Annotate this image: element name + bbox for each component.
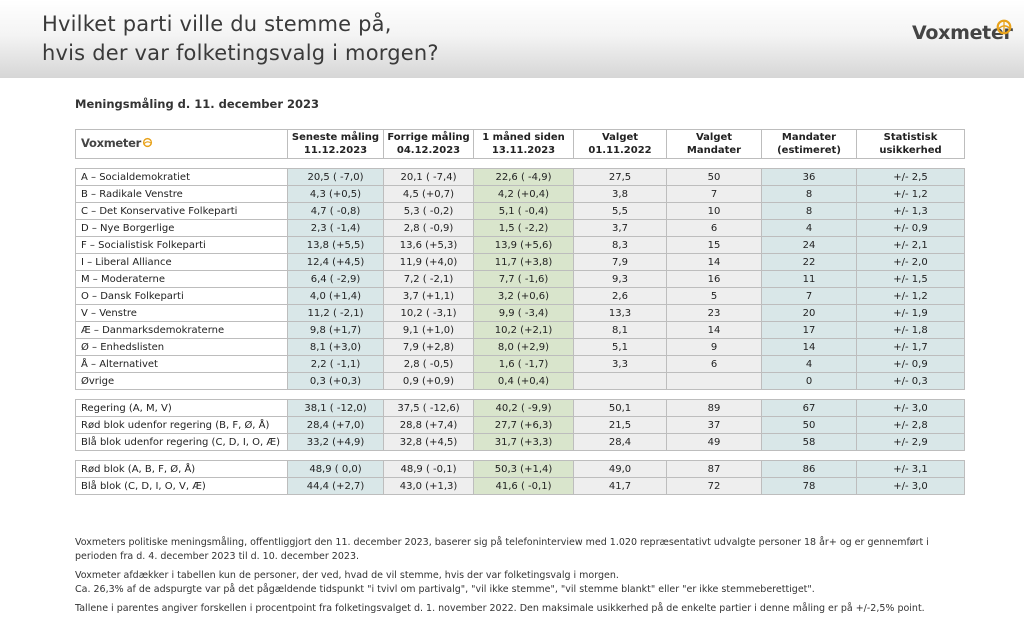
cell-latest: 13,8 (+5,5)	[288, 237, 384, 254]
cell-uncertainty: +/- 2,9	[857, 434, 965, 451]
cell-uncertainty: +/- 2,8	[857, 417, 965, 434]
cell-latest: 9,8 (+1,7)	[288, 322, 384, 339]
cell-election: 28,4	[574, 434, 667, 451]
cell-latest: 6,4 ( -2,9)	[288, 271, 384, 288]
column-header-estimated-seats: Mandater (estimeret)	[762, 130, 857, 159]
column-header-month: 1 måned siden 13.11.2023	[474, 130, 574, 159]
cell-estimated-seats: 78	[762, 478, 857, 495]
cell-month: 4,2 (+0,4)	[474, 186, 574, 203]
cell-uncertainty: +/- 3,0	[857, 478, 965, 495]
cell-election: 3,3	[574, 356, 667, 373]
cell-month: 1,6 ( -1,7)	[474, 356, 574, 373]
cell-previous: 5,3 ( -0,2)	[384, 203, 474, 220]
cell-latest: 11,2 ( -2,1)	[288, 305, 384, 322]
cell-election: 8,1	[574, 322, 667, 339]
cell-previous: 20,1 ( -7,4)	[384, 169, 474, 186]
cell-election: 7,9	[574, 254, 667, 271]
cell-uncertainty: +/- 1,8	[857, 322, 965, 339]
cell-uncertainty: +/- 2,0	[857, 254, 965, 271]
cell-seats: 6	[667, 356, 762, 373]
cell-month: 31,7 (+3,3)	[474, 434, 574, 451]
cell-seats: 14	[667, 254, 762, 271]
cell-latest: 20,5 ( -7,0)	[288, 169, 384, 186]
cell-previous: 9,1 (+1,0)	[384, 322, 474, 339]
header-banner	[0, 0, 1024, 78]
cell-estimated-seats: 20	[762, 305, 857, 322]
column-header-seats: Valget Mandater	[667, 130, 762, 159]
row-label: Rød blok (A, B, F, Ø, Å)	[76, 461, 288, 478]
party-row	[76, 220, 965, 237]
row-label: D – Nye Borgerlige	[76, 220, 288, 237]
cell-month: 3,2 (+0,6)	[474, 288, 574, 305]
cell-election: 2,6	[574, 288, 667, 305]
cell-previous: 2,8 ( -0,5)	[384, 356, 474, 373]
cell-month: 9,9 ( -3,4)	[474, 305, 574, 322]
cell-uncertainty: +/- 0,9	[857, 356, 965, 373]
footnote-coverage-line-2: Ca. 26,3% af de adspurgte var på det pågældende tidspunkt "i tvivl om partivalg", "vil ikke stemme", "vil stemme blankt" eller "er ikke stemmeberettiget".	[75, 584, 815, 595]
bloc-row	[76, 400, 965, 417]
row-label: Ø – Enhedslisten	[76, 339, 288, 356]
row-label: Æ – Danmarksdemokraterne	[76, 322, 288, 339]
table-logo-text: Voxmeter	[81, 136, 141, 150]
cell-uncertainty: +/- 2,1	[857, 237, 965, 254]
title-line-2: hvis der var folketingsvalg i morgen?	[42, 41, 439, 65]
cell-latest: 28,4 (+7,0)	[288, 417, 384, 434]
table-logo-cell	[76, 130, 288, 159]
cell-seats: 23	[667, 305, 762, 322]
cell-uncertainty: +/- 1,9	[857, 305, 965, 322]
cell-previous: 10,2 ( -3,1)	[384, 305, 474, 322]
row-label: I – Liberal Alliance	[76, 254, 288, 271]
cell-month: 22,6 ( -4,9)	[474, 169, 574, 186]
cell-month: 11,7 (+3,8)	[474, 254, 574, 271]
cell-month: 41,6 ( -0,1)	[474, 478, 574, 495]
cell-latest: 48,9 ( 0,0)	[288, 461, 384, 478]
party-row	[76, 169, 965, 186]
cell-latest: 4,0 (+1,4)	[288, 288, 384, 305]
column-header-uncertainty: Statistisk usikkerhed	[857, 130, 965, 159]
cell-election: 5,1	[574, 339, 667, 356]
column-header-latest: Seneste måling 11.12.2023	[288, 130, 384, 159]
cell-previous: 0,9 (+0,9)	[384, 373, 474, 390]
cell-month: 10,2 (+2,1)	[474, 322, 574, 339]
cell-previous: 13,6 (+5,3)	[384, 237, 474, 254]
poll-table	[75, 129, 965, 495]
cell-previous: 28,8 (+7,4)	[384, 417, 474, 434]
cell-month: 40,2 ( -9,9)	[474, 400, 574, 417]
party-row	[76, 271, 965, 288]
cell-estimated-seats: 50	[762, 417, 857, 434]
cell-seats: 10	[667, 203, 762, 220]
bloc-row	[76, 417, 965, 434]
cell-election: 9,3	[574, 271, 667, 288]
cell-seats: 15	[667, 237, 762, 254]
column-header-previous: Forrige måling 04.12.2023	[384, 130, 474, 159]
party-row	[76, 339, 965, 356]
row-label: Blå blok (C, D, I, O, V, Æ)	[76, 478, 288, 495]
cell-month: 8,0 (+2,9)	[474, 339, 574, 356]
cell-seats: 14	[667, 322, 762, 339]
cell-latest: 38,1 ( -12,0)	[288, 400, 384, 417]
cell-previous: 4,5 (+0,7)	[384, 186, 474, 203]
cell-previous: 32,8 (+4,5)	[384, 434, 474, 451]
cell-previous: 7,2 ( -2,1)	[384, 271, 474, 288]
cell-seats: 49	[667, 434, 762, 451]
row-label: M – Moderaterne	[76, 271, 288, 288]
cell-latest: 8,1 (+3,0)	[288, 339, 384, 356]
cell-election: 50,1	[574, 400, 667, 417]
cell-seats: 72	[667, 478, 762, 495]
cell-latest: 4,7 ( -0,8)	[288, 203, 384, 220]
cell-estimated-seats: 7	[762, 288, 857, 305]
party-row	[76, 186, 965, 203]
row-label: B – Radikale Venstre	[76, 186, 288, 203]
cell-uncertainty: +/- 1,7	[857, 339, 965, 356]
row-label: Regering (A, M, V)	[76, 400, 288, 417]
cell-previous: 11,9 (+4,0)	[384, 254, 474, 271]
footnote-survey-method: Voxmeters politiske meningsmåling, offentliggjort den 11. december 2023, baserer sig på telefoninterview med 1.020 repræsentativt udvalgte personer 18 år+ og er gennemført i perioden fra d. 4. december 2023 til d. 10. december 2023.	[75, 537, 929, 562]
footnote-coverage	[75, 569, 955, 597]
cell-seats: 50	[667, 169, 762, 186]
cell-estimated-seats: 22	[762, 254, 857, 271]
column-header-election: Valget 01.11.2022	[574, 130, 667, 159]
page-title	[42, 10, 439, 68]
voxmeter-logo-text: Voxmeter	[912, 22, 1013, 44]
cell-month: 5,1 ( -0,4)	[474, 203, 574, 220]
cell-estimated-seats: 14	[762, 339, 857, 356]
cell-previous: 43,0 (+1,3)	[384, 478, 474, 495]
row-label: V – Venstre	[76, 305, 288, 322]
party-row	[76, 305, 965, 322]
row-label: F – Socialistisk Folkeparti	[76, 237, 288, 254]
cell-uncertainty: +/- 3,1	[857, 461, 965, 478]
cell-latest: 44,4 (+2,7)	[288, 478, 384, 495]
cell-seats: 6	[667, 220, 762, 237]
cell-previous: 48,9 ( -0,1)	[384, 461, 474, 478]
cell-estimated-seats: 0	[762, 373, 857, 390]
table-spacer-row	[76, 390, 965, 400]
cell-seats: 37	[667, 417, 762, 434]
cell-latest: 0,3 (+0,3)	[288, 373, 384, 390]
cell-estimated-seats: 4	[762, 356, 857, 373]
cell-seats	[667, 373, 762, 390]
row-label: Å – Alternativet	[76, 356, 288, 373]
title-line-1: Hvilket parti ville du stemme på,	[42, 12, 392, 36]
cell-month: 1,5 ( -2,2)	[474, 220, 574, 237]
cell-election: 41,7	[574, 478, 667, 495]
cell-estimated-seats: 36	[762, 169, 857, 186]
cell-month: 27,7 (+6,3)	[474, 417, 574, 434]
bloc-row	[76, 434, 965, 451]
cell-seats: 16	[667, 271, 762, 288]
cell-election: 8,3	[574, 237, 667, 254]
party-row	[76, 254, 965, 271]
cell-seats: 87	[667, 461, 762, 478]
sun-logo-icon	[142, 137, 153, 148]
cell-seats: 5	[667, 288, 762, 305]
cell-previous: 2,8 ( -0,9)	[384, 220, 474, 237]
row-label: O – Dansk Folkeparti	[76, 288, 288, 305]
cell-previous: 37,5 ( -12,6)	[384, 400, 474, 417]
cell-latest: 4,3 (+0,5)	[288, 186, 384, 203]
cell-uncertainty: +/- 2,5	[857, 169, 965, 186]
cell-estimated-seats: 4	[762, 220, 857, 237]
cell-election: 21,5	[574, 417, 667, 434]
table-spacer-row	[76, 451, 965, 461]
cell-uncertainty: +/- 3,0	[857, 400, 965, 417]
row-label: C – Det Konservative Folkeparti	[76, 203, 288, 220]
cell-election: 27,5	[574, 169, 667, 186]
cell-estimated-seats: 11	[762, 271, 857, 288]
bloc-row	[76, 478, 965, 495]
cell-uncertainty: +/- 1,3	[857, 203, 965, 220]
cell-latest: 2,3 ( -1,4)	[288, 220, 384, 237]
cell-estimated-seats: 17	[762, 322, 857, 339]
cell-uncertainty: +/- 0,3	[857, 373, 965, 390]
cell-estimated-seats: 58	[762, 434, 857, 451]
bloc-row	[76, 461, 965, 478]
cell-month: 7,7 ( -1,6)	[474, 271, 574, 288]
cell-estimated-seats: 67	[762, 400, 857, 417]
cell-previous: 7,9 (+2,8)	[384, 339, 474, 356]
row-label: A – Socialdemokratiet	[76, 169, 288, 186]
cell-uncertainty: +/- 0,9	[857, 220, 965, 237]
party-row	[76, 237, 965, 254]
cell-election: 5,5	[574, 203, 667, 220]
party-row	[76, 288, 965, 305]
cell-seats: 7	[667, 186, 762, 203]
party-row	[76, 373, 965, 390]
poll-date-heading: Meningsmåling d. 11. december 2023	[75, 97, 320, 111]
cell-uncertainty: +/- 1,5	[857, 271, 965, 288]
footnote-uncertainty: Tallene i parentes angiver forskellen i procentpoint fra folketingsvalget d. 1. november 2022. Den maksimale usikkerhed på de enkelte partier i denne måling er på +/-2,5% point.	[75, 603, 925, 614]
cell-election: 49,0	[574, 461, 667, 478]
cell-election: 3,8	[574, 186, 667, 203]
cell-uncertainty: +/- 1,2	[857, 186, 965, 203]
row-label: Blå blok udenfor regering (C, D, I, O, Æ)	[76, 434, 288, 451]
footnote-coverage-line-1: Voxmeter afdækker i tabellen kun de personer, der ved, hvad de vil stemme, hvis der var folketingsvalg i morgen.	[75, 570, 619, 581]
cell-latest: 12,4 (+4,5)	[288, 254, 384, 271]
cell-latest: 2,2 ( -1,1)	[288, 356, 384, 373]
party-row	[76, 203, 965, 220]
cell-seats: 89	[667, 400, 762, 417]
row-label: Øvrige	[76, 373, 288, 390]
cell-previous: 3,7 (+1,1)	[384, 288, 474, 305]
cell-uncertainty: +/- 1,2	[857, 288, 965, 305]
cell-estimated-seats: 24	[762, 237, 857, 254]
sun-logo-icon	[995, 18, 1013, 36]
cell-estimated-seats: 86	[762, 461, 857, 478]
cell-estimated-seats: 8	[762, 186, 857, 203]
party-row	[76, 356, 965, 373]
row-label: Rød blok udenfor regering (B, F, Ø, Å)	[76, 417, 288, 434]
cell-estimated-seats: 8	[762, 203, 857, 220]
cell-election	[574, 373, 667, 390]
cell-election: 3,7	[574, 220, 667, 237]
cell-latest: 33,2 (+4,9)	[288, 434, 384, 451]
cell-seats: 9	[667, 339, 762, 356]
cell-month: 13,9 (+5,6)	[474, 237, 574, 254]
party-row	[76, 322, 965, 339]
table-spacer-row	[76, 159, 965, 169]
cell-election: 13,3	[574, 305, 667, 322]
table-header-row	[76, 130, 965, 159]
cell-month: 50,3 (+1,4)	[474, 461, 574, 478]
cell-month: 0,4 (+0,4)	[474, 373, 574, 390]
